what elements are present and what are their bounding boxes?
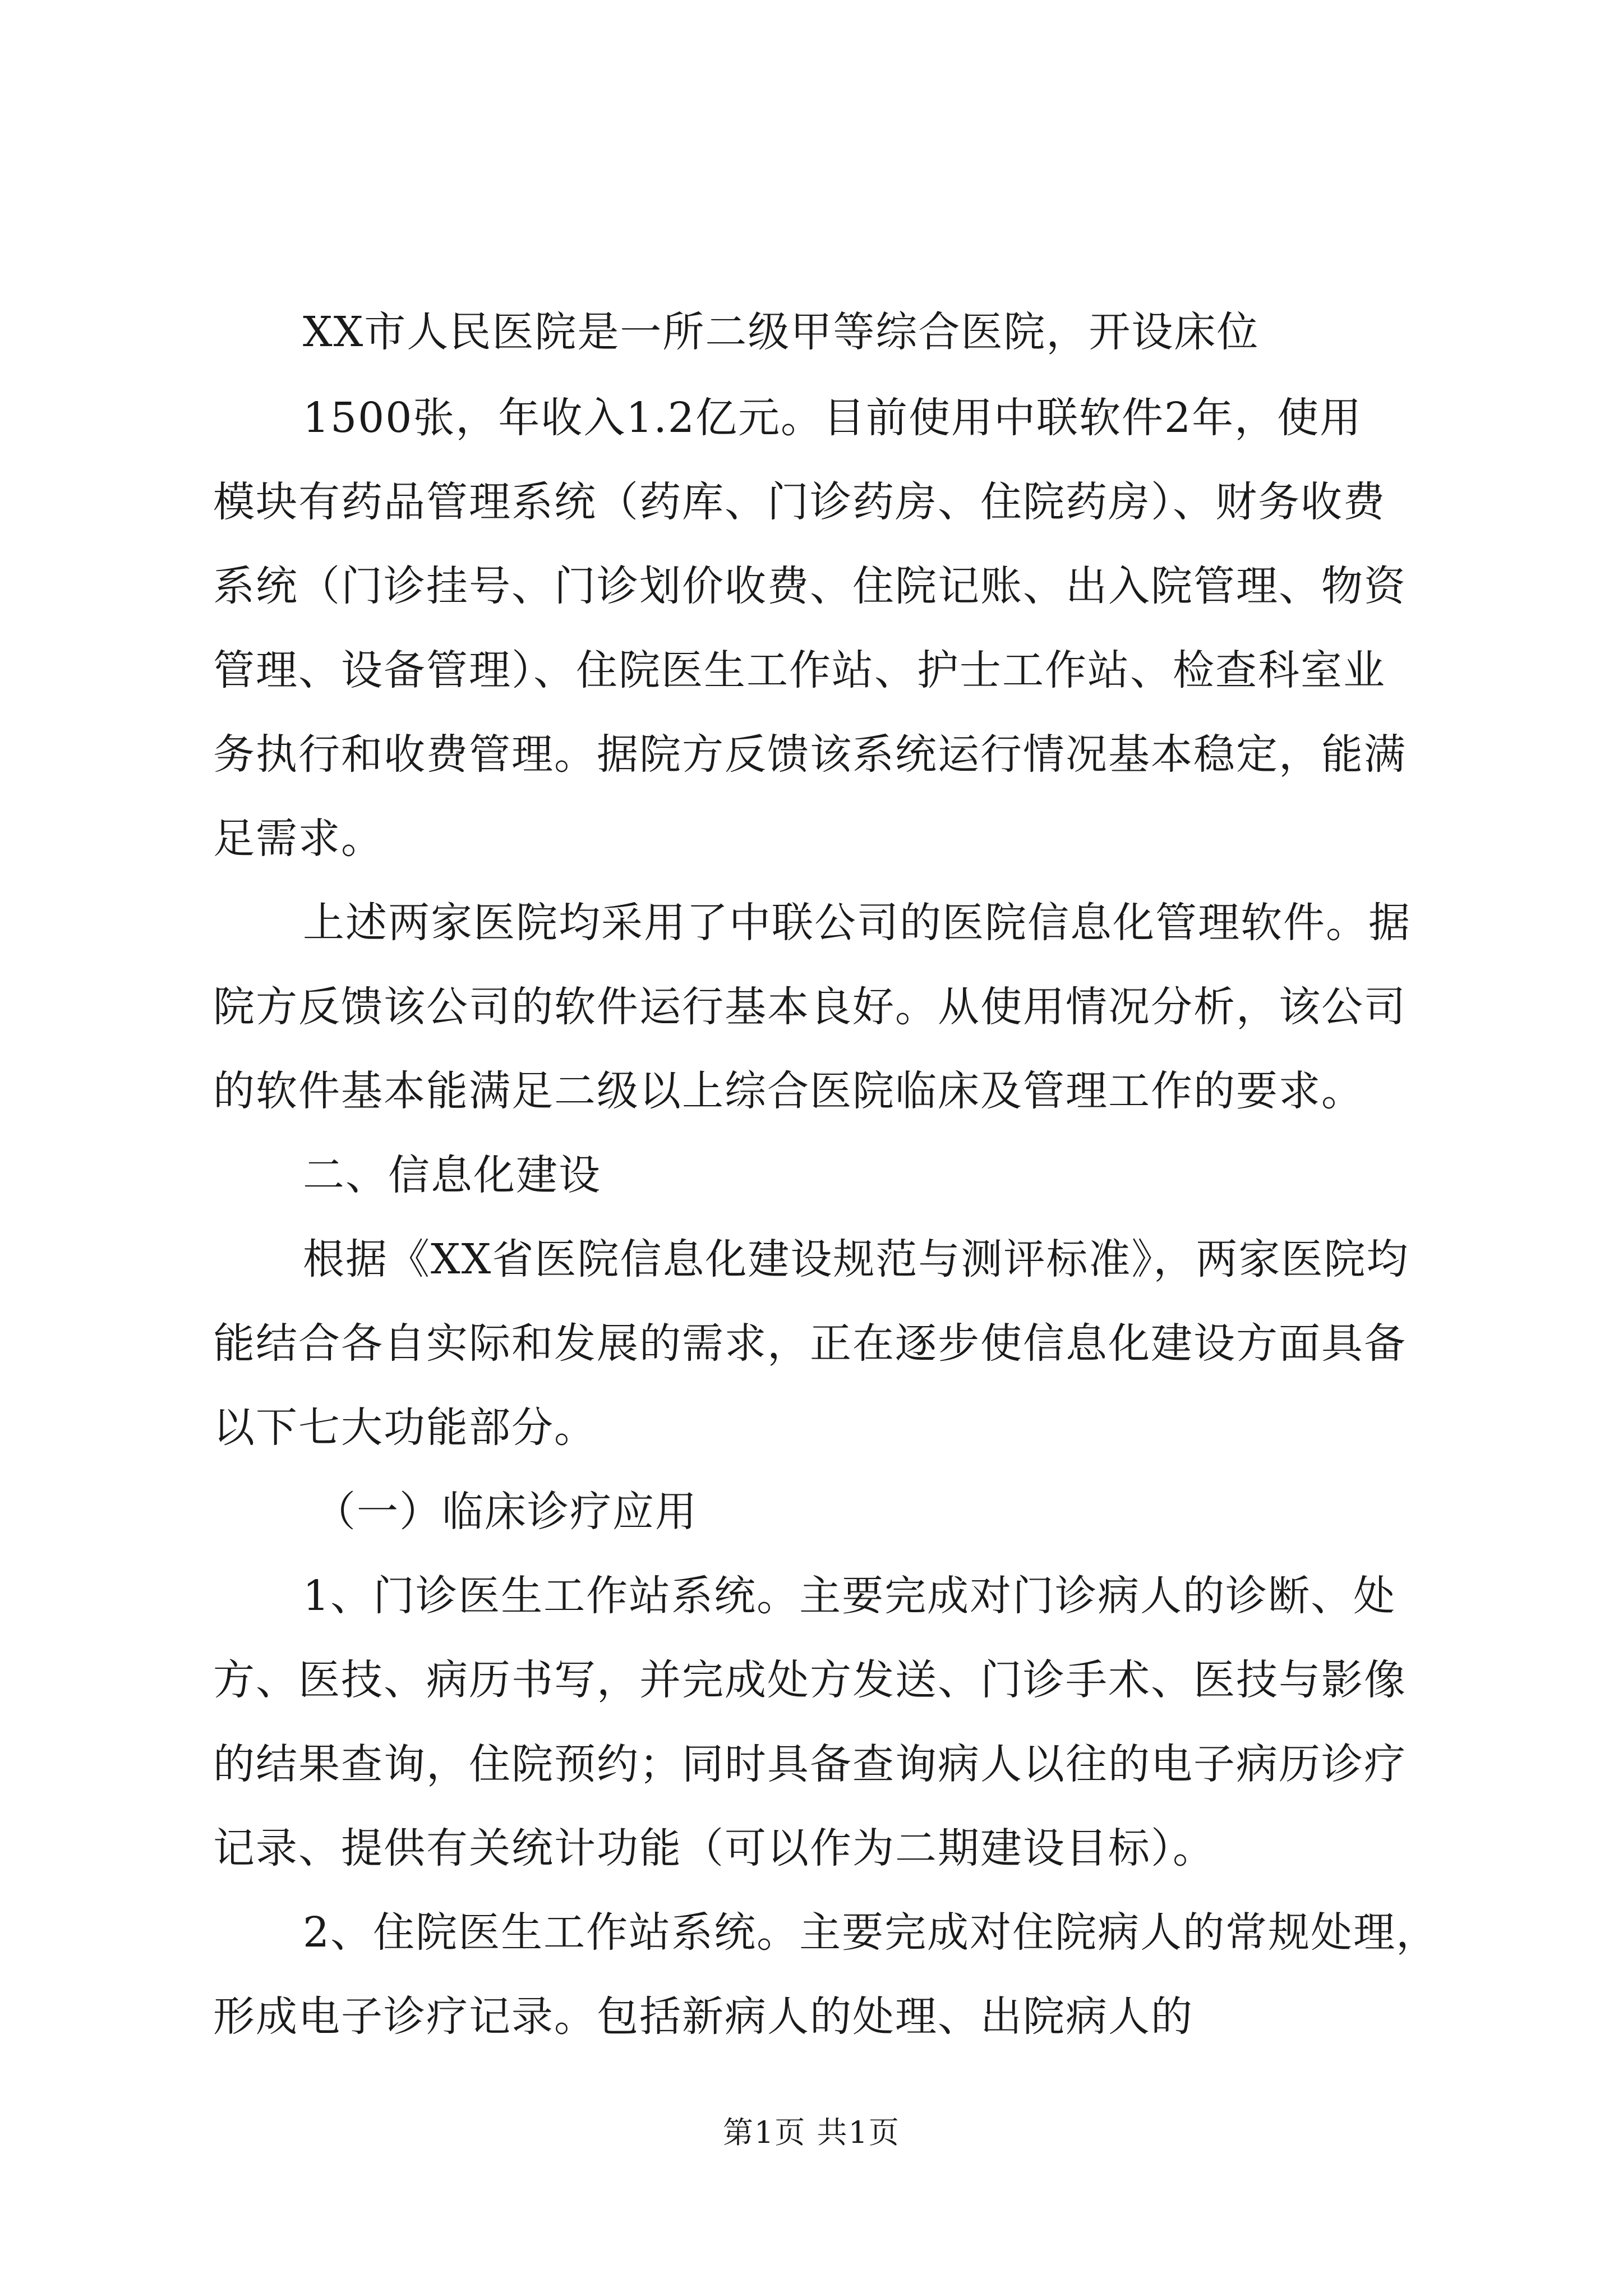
text-line: XX市人民医院是一所二级甲等综合医院，开设床位 [303, 308, 1260, 356]
text-line: 方、医技、病历书写，并完成处方发送、门诊手术、医技与影像 [213, 1656, 1407, 1704]
text-line: 记录、提供有关统计功能（可以作为二期建设目标）。 [213, 1824, 1215, 1872]
subsection-heading: （一）临床诊疗应用 [314, 1488, 698, 1536]
text-line: 院方反馈该公司的软件运行基本良好。从使用情况分析，该公司 [213, 983, 1407, 1031]
text-line: 的软件基本能满足二级以上综合医院临床及管理工作的要求。 [213, 1067, 1364, 1115]
text-line: 系统（门诊挂号、门诊划价收费、住院记账、出入院管理、物资 [213, 562, 1407, 610]
text-line: 1500张，年收入1.2亿元。目前使用中联软件2年，使用 [303, 394, 1363, 442]
text-line: 1、门诊医生工作站系统。主要完成对门诊病人的诊断、处 [303, 1572, 1396, 1620]
text-line: 务执行和收费管理。据院方反馈该系统运行情况基本稳定，能满 [213, 730, 1407, 779]
section-heading: 二、信息化建设 [303, 1151, 601, 1199]
text-line: 能结合各自实际和发展的需求，正在逐步使信息化建设方面具备 [213, 1319, 1407, 1368]
text-line: 上述两家医院均采用了中联公司的医院信息化管理软件。据 [303, 899, 1411, 947]
text-line: 足需求。 [213, 815, 384, 863]
text-line: 形成电子诊疗记录。包括新病人的处理、出院病人的 [213, 1993, 1193, 2041]
page-footer: 第1页 共1页 [723, 2115, 900, 2150]
text-line: 管理、设备管理）、住院医生工作站、护士工作站、检查科室业 [213, 646, 1386, 694]
text-line: 以下七大功能部分。 [213, 1404, 597, 1452]
text-line: 模块有药品管理系统（药库、门诊药房、住院药房）、财务收费 [213, 478, 1386, 526]
text-line: 2、住院医生工作站系统。主要完成对住院病人的常规处理， [303, 1908, 1439, 1957]
text-line: 的结果查询，住院预约；同时具备查询病人以往的电子病历诊疗 [213, 1740, 1407, 1788]
text-line: 根据《XX省医院信息化建设规范与测评标准》，两家医院均 [303, 1235, 1409, 1283]
